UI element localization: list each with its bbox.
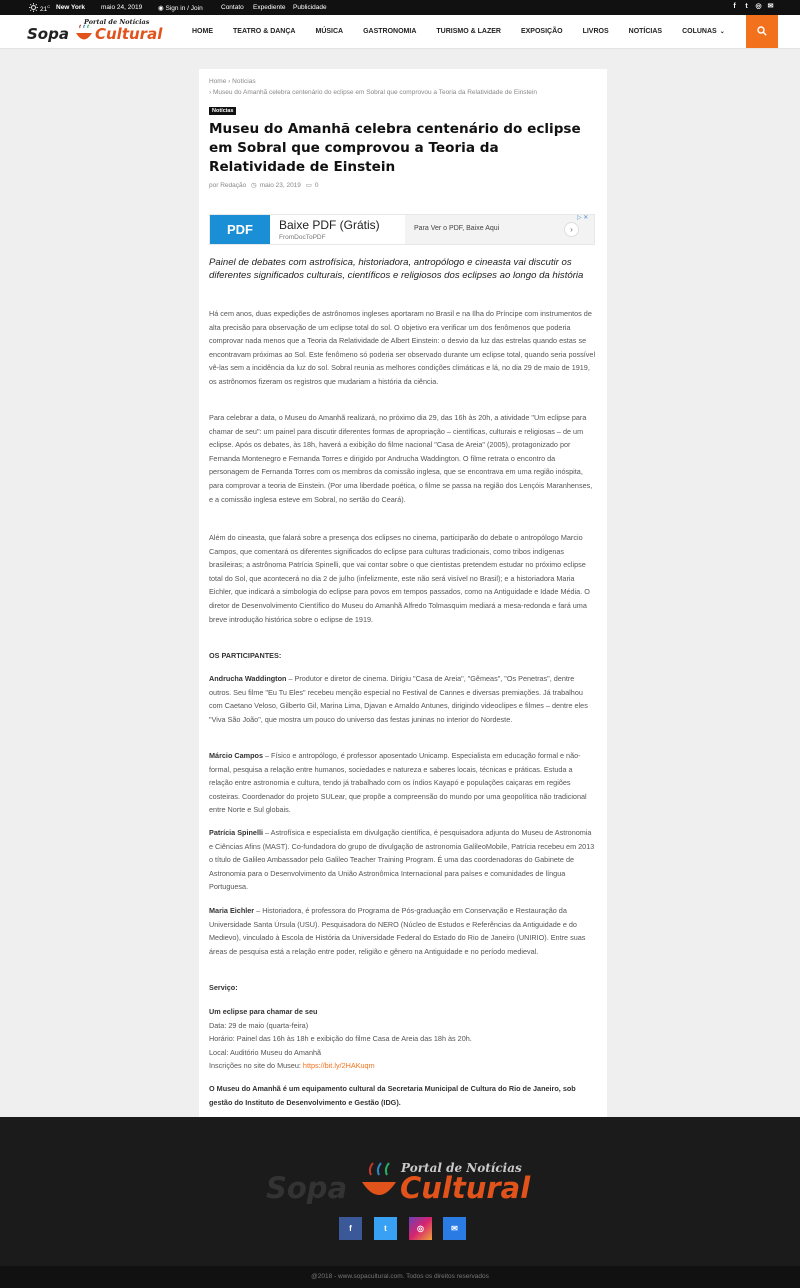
category-badge[interactable]: Notícias bbox=[209, 107, 236, 115]
signup-link[interactable]: https://bit.ly/2HAKuqm bbox=[302, 1061, 375, 1071]
ad-banner[interactable] bbox=[209, 214, 595, 245]
user-icon: ◉ bbox=[158, 4, 166, 12]
email-icon[interactable]: ✉ bbox=[443, 1217, 466, 1240]
adchoices-icon[interactable]: ▷ ✕ bbox=[577, 215, 589, 221]
article-date: maio 23, 2019 bbox=[259, 182, 301, 189]
instagram-icon[interactable]: ◎ bbox=[755, 3, 762, 10]
nav-exposicao[interactable]: EXPOSIÇÃO bbox=[520, 28, 563, 35]
instagram-icon[interactable]: ◎ bbox=[409, 1217, 432, 1240]
logo-subtitle: Portal de Notícias bbox=[84, 18, 150, 26]
top-link-contato[interactable]: Contato bbox=[221, 3, 244, 11]
breadcrumb-current: Museu do Amanhã celebra centenário do eclipse em Sobral que comprovou a Teoria da Relatividade de Einstein bbox=[212, 89, 537, 96]
article-paragraph-1: Há cem anos, duas expedições de astrônomos ingleses aportaram no Brasil e na Ilha do Príncipe com instrumentos de alta precisão para observação de um eclipse total do sol. O objetivo era verificar um dos fenômenos que poderia comprovar nada menos que a Teoria da Relatividade de Albert Einstein: o desvio da luz das estrelas quando estas se encontravam próximas ao Sol. Este fenômeno só poderia ser observado durante um eclipse total, quando seria possível vê-las sem a incidência da luz do sol. Sobral reunia as melhores condições climáticas e lá, no dia 29 de maio de 1919, os astrônomos fizeram os registros que mudariam a história da ciência. bbox=[209, 309, 596, 386]
ad-title[interactable]: Baixe PDF (Grátis) bbox=[279, 218, 380, 232]
nav-livros[interactable]: LIVROS bbox=[582, 28, 609, 35]
top-social-links bbox=[731, 3, 774, 11]
service-signup: Inscrições no site do Museu: https://bit.ly/2HAKuqm bbox=[209, 1061, 375, 1071]
nav-noticias[interactable]: NOTÍCIAS bbox=[628, 28, 663, 35]
chevron-down-icon: ⌄ bbox=[719, 29, 725, 35]
nav-teatro-danca[interactable]: TEATRO & DANÇA bbox=[233, 28, 296, 35]
footer-logo-word-cultural: Cultural bbox=[400, 1171, 531, 1205]
search-icon bbox=[757, 26, 767, 36]
top-link-publicidade[interactable]: Publicidade bbox=[293, 3, 327, 11]
service-event: Um eclipse para chamar de seu bbox=[209, 1007, 318, 1016]
comment-count[interactable]: 0 bbox=[314, 182, 319, 189]
signin-link[interactable]: ◉ Sign in / Join bbox=[158, 4, 203, 12]
site-header bbox=[0, 15, 800, 49]
service-hours: Horário: Painel das 16h às 18h e exibição do filme Casa de Areia das 18h às 20h. bbox=[209, 1034, 472, 1044]
top-date: maio 24, 2019 bbox=[101, 3, 143, 11]
service-details bbox=[209, 1005, 597, 1073]
service-heading: Serviço: bbox=[209, 983, 238, 992]
main-nav bbox=[182, 15, 735, 49]
article-title: Museu do Amanhã celebra centenário do eclipse em Sobral que comprovou a Teoria da Relatividade de Einstein bbox=[209, 121, 581, 175]
weather-temperature: $21^C$ bbox=[40, 3, 51, 13]
article-paragraph-3: Além do cineasta, que falará sobre a presença dos eclipses no cinema, participarão do debate o antropólogo Marcio Campos, que comentará os diferentes significados do eclipse para culturas tradicionais, como tribos indígenas brasileiras; a astrônoma Patrícia Spinelli, que vai contar sobre o que cientistas pretendem estudar no próximo eclipse total do Sol, que acontecerá no dia 2 de julho (infelizmente, este não será visível no Brasil); e a historiadora Maria Eichler, que indicará a simbologia do eclipse para povos em tempos passados, como na Antiguidade e Idade Média. O diretor de Desenvolvimento Científico do Museu do Amanhã Alfredo Tolmasquim mediará a mesa-redonda e fará uma breve introdução histórica sobre o eclipse de 1919. bbox=[209, 533, 590, 624]
weather-sun-icon bbox=[29, 3, 38, 12]
nav-musica[interactable]: MÚSICA bbox=[315, 28, 344, 35]
article-paragraph-2: Para celebrar a data, o Museu do Amanhã realizará, no próximo dia 29, das 16h às 20h, a atividade "Um eclipse para chamar de seu": um painel para discutir diferentes formas de apropriação – científicas, culturais e religiosas – de um eclipse. Após os debates, às 18h, haverá a exibição do filme nacional "Casa de Areia" (2005), protagonizado por Fernanda Montenegro e Fernanda Torres e dirigido por Andrucha Waddington. O filme retrata o encontro da personagem de Fernanda Torres com os membros da comissão inglesa, que se encontrava em uma região inóspita, para comprovar a teoria de Einstein. (Por uma liberdade poética, o filme se passa na região dos Lençóis Maranhenses, e a comissão inglesa esteve em Sobral, no sertão do Ceará). bbox=[209, 413, 593, 504]
chevron-right-icon[interactable]: › bbox=[564, 222, 579, 237]
site-logo[interactable] bbox=[27, 17, 167, 47]
participant-andrucha: Andrucha Waddington – Produtor e diretor de cinema. Dirigiu "Casa de Areia", "Gêmeas", "Os Penetras", dentre outros. Seu filme "Eu Tu Eles" recebeu menção especial no Festival de Cannes e diversas premiações. Já trabalhou com Caetano Veloso, Gilberto Gil, Marina Lima, Djavan e Arnaldo Antunes, dirigindo videoclipes e filmes – dentre eles "Viva São João", que mostra um pouco do universo das festas juninas no interior do Nordeste. bbox=[209, 674, 588, 724]
nav-turismo-lazer[interactable]: TURISMO & LAZER bbox=[436, 28, 501, 35]
email-icon[interactable]: ✉ bbox=[767, 3, 774, 10]
top-bar bbox=[0, 0, 800, 15]
ad-pdf-badge: PDF bbox=[210, 215, 270, 244]
article-closing: O Museu do Amanhã é um equipamento cultural da Secretaria Municipal de Cultura do Rio de Janeiro, sob gestão do Instituto de Desenvolvimento e Gestão (IDG). bbox=[209, 1084, 576, 1107]
facebook-icon[interactable]: f bbox=[339, 1217, 362, 1240]
site-footer bbox=[0, 1117, 800, 1288]
breadcrumb bbox=[209, 78, 256, 85]
top-link-expediente[interactable]: Expediente bbox=[253, 3, 286, 11]
article-container bbox=[199, 69, 607, 1119]
breadcrumb-separator-icon: › bbox=[228, 78, 233, 85]
soup-bowl-icon bbox=[74, 24, 94, 44]
footer-logo-word-sopa: Sopa bbox=[266, 1171, 348, 1205]
breadcrumb-section[interactable]: Notícias bbox=[232, 78, 256, 85]
logo-word-sopa: Sopa bbox=[27, 25, 69, 43]
footer-logo-subtitle: Portal de Notícias bbox=[401, 1161, 522, 1175]
comment-icon: ▭ bbox=[305, 182, 312, 189]
weather-city: New York bbox=[56, 3, 86, 11]
breadcrumb-home[interactable]: Home bbox=[209, 78, 227, 85]
service-date: Data: 29 de maio (quarta-feira) bbox=[209, 1020, 309, 1030]
service-place: Local: Auditório Museu do Amanhã bbox=[209, 1047, 322, 1057]
ad-source: FromDocToPDF bbox=[279, 234, 326, 241]
logo-word-cultural: Cultural bbox=[95, 25, 163, 43]
ad-cta[interactable]: Para Ver o PDF, Baixe Aqui bbox=[414, 225, 500, 232]
article-meta bbox=[209, 181, 319, 189]
search-button[interactable] bbox=[746, 15, 778, 48]
breadcrumb-current-row bbox=[209, 89, 537, 96]
participant-patricia: Patrícia Spinelli – Astrofísica e especialista em divulgação científica, é pesquisadora adjunta do Museu de Astronomia e Ciências Afins (MAST). Co-fundadora do grupo de divulgação de astronomia GalileoMobile, Patrícia recebeu em 2013 o título de Galileo Ambassador pelo Galileo Teacher Training Program. É uma das coordenadoras do Gabinete de Astronomia para o Desenvolvimento da União Astronômica Internacional para países e comunidades de língua Portuguesa. bbox=[209, 828, 595, 892]
article-lead: Painel de debates com astrofísica, historiadora, antropólogo e cineasta vai discutir os diferentes significados culturais, científicos e religiosos dos eclipses ao longo da história bbox=[209, 257, 584, 281]
participants-heading: OS PARTICIPANTES: bbox=[209, 651, 282, 660]
participant-maria: Maria Eichler – Historiadora, é professora do Programa de Pós-graduação em Conservação e Restauração da Universidade Santa Úrsula (USU). Pesquisadora do NERO (Núcleo de Estudos e Referências da Antiguidade e do Medievo), vinculado à Escola de História da Universidade Federal do Estado do Rio de Janeiro (UNIRIO). Entre suas áreas de pesquisa está a relação entre poder, religião e gênero na Antiguidade e no período medieval. bbox=[209, 906, 586, 956]
copyright: @2018 - www.sopacultural.com. Todos os direitos reservados bbox=[0, 1266, 800, 1288]
clock-icon: ◷ bbox=[251, 182, 257, 189]
footer-logo[interactable] bbox=[266, 1156, 541, 1208]
nav-colunas[interactable]: COLUNAS ⌄ bbox=[682, 28, 725, 35]
participant-marcio: Márcio Campos – Físico e antropólogo, é professor aposentado Unicamp. Especialista em educação formal e não-formal, pesquisa a relação entre humanos, sociedades e natureza e saberes locais, técnicas e práticas. Estuda a relação entre astronomia e cultura, tendo já trabalhado com os índios Kayapó e populações caiçaras em regiões costeiras. Coordenador do projeto SULear, que propõe a compreensão do mundo por uma geopolítica não tradicional entre Norte e Sul globais. bbox=[209, 751, 587, 815]
twitter-icon[interactable]: t bbox=[745, 3, 748, 10]
facebook-icon[interactable]: f bbox=[733, 3, 736, 10]
article-author[interactable]: por Redação bbox=[209, 182, 247, 189]
nav-gastronomia[interactable]: GASTRONOMIA bbox=[363, 28, 417, 35]
breadcrumb-separator-icon: › bbox=[209, 89, 213, 96]
twitter-icon[interactable]: t bbox=[374, 1217, 397, 1240]
nav-home[interactable]: HOME bbox=[192, 28, 213, 35]
soup-bowl-icon bbox=[359, 1158, 399, 1202]
